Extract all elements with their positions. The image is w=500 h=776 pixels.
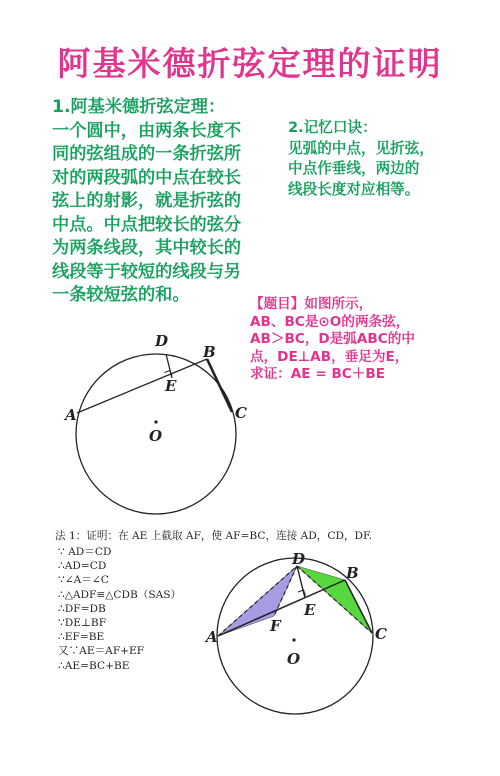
label-e: E [165, 377, 177, 395]
proof-steps [58, 545, 181, 673]
proof-step: ∴DF=DB [58, 602, 106, 615]
proof-step: 又∵AE＝AF+EF [58, 645, 145, 658]
label-o: O [287, 650, 301, 668]
proof-step: ∵ AD＝CD [58, 546, 112, 558]
theorem-line: 对的两段弧的中点在较长 [52, 167, 242, 188]
mnemonic-section [288, 118, 478, 200]
segment-dc [297, 566, 372, 633]
theorem-line: 线段等于较短的线段与另 [52, 261, 242, 282]
label-a: A [65, 406, 77, 424]
chord-ab [77, 359, 207, 413]
theorem-line: 同的弦组成的一条折弦所 [52, 144, 242, 164]
mnemonic-line: 线段长度对应相等。 [288, 180, 420, 198]
mnemonic-line: 中点作垂线，两边的 [288, 160, 420, 177]
chord-bc [207, 359, 232, 412]
mnemonic-line: 2.记忆口诀： [288, 119, 377, 136]
theorem-line: 1.阿基米德折弦定理： [52, 97, 226, 117]
proof-step: ∴△ADF≌△CDB（SAS） [58, 588, 182, 601]
figure-2-diagram [200, 548, 400, 720]
theorem-line: 弦上的射影，就是折弦的 [52, 191, 242, 211]
mnemonic-line: 见弧的中点，见折弦， [288, 139, 434, 157]
label-d: D [292, 550, 306, 568]
proof-step: ∴EF=BE [58, 631, 105, 644]
label-b: B [346, 564, 359, 582]
problem-line: 【题目】如图所示， [250, 296, 373, 312]
problem-line: AB、BC是⊙O的两条弦， [250, 313, 410, 330]
theorem-line: 一个圆中，由两条长度不 [52, 120, 242, 141]
label-c: C [375, 625, 387, 643]
theorem-section [52, 96, 284, 308]
proof-header: 法 1：证明：在 AE 上截取 AF，使 AF=BC，连接 AD，CD，DF. [55, 530, 373, 542]
problem-section [250, 296, 460, 384]
proof-step: ∵DE⊥BF [58, 617, 107, 630]
proof-step: ∴AD=CD [58, 560, 107, 573]
problem-line: 点，DE⊥AB，垂足为E， [250, 348, 409, 365]
label-b: B [203, 343, 216, 361]
label-e: E [304, 601, 316, 619]
problem-line: 求证：AE = BC＋BE [250, 366, 386, 382]
label-o: O [149, 427, 163, 445]
theorem-line: 一条较短弦的和。 [52, 285, 190, 305]
figure-1-diagram [55, 330, 255, 520]
theorem-line: 中点。中点把较长的弦分 [52, 214, 242, 235]
label-f: F [270, 617, 281, 635]
label-c: C [235, 404, 247, 422]
proof-step: ∵∠A＝∠C [58, 574, 109, 587]
label-d: D [155, 332, 169, 350]
proof-step: ∴AE=BC+BE [58, 659, 130, 672]
label-a: A [206, 628, 218, 646]
center-dot [292, 638, 295, 641]
problem-line: AB＞BC，D是弧ABC的中 [250, 331, 415, 347]
page-title: 阿基米德折弦定理的证明 [57, 44, 443, 83]
center-dot [154, 420, 157, 423]
theorem-line: 为两条线段，其中较长的 [52, 238, 242, 258]
